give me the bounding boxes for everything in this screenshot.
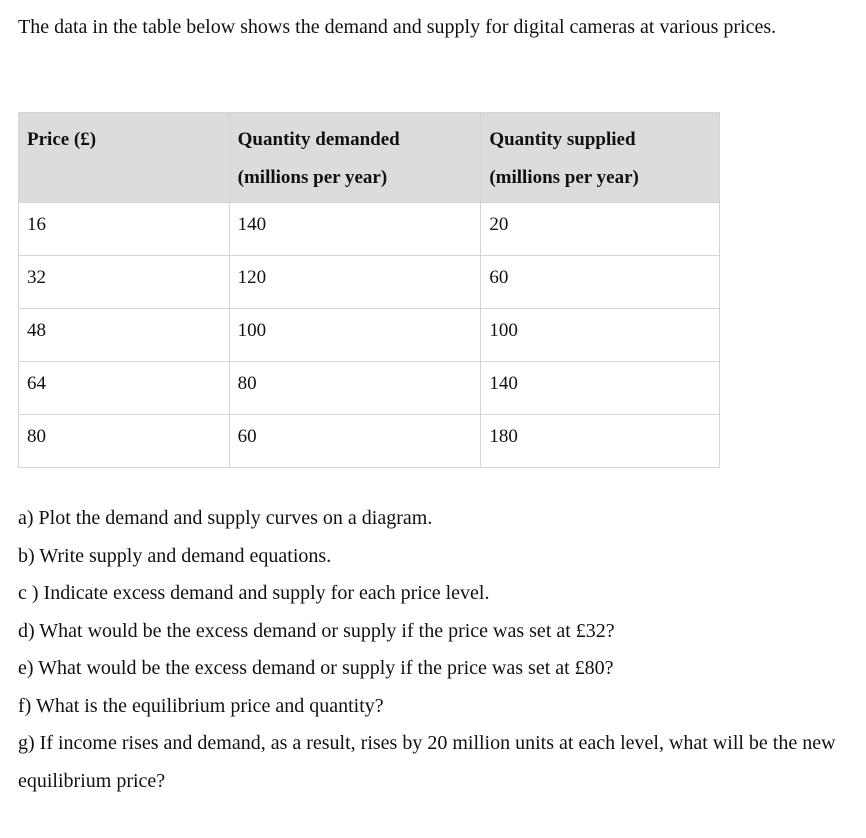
cell-supplied: 100 (481, 309, 720, 362)
cell-supplied: 20 (481, 203, 720, 256)
cell-price: 16 (19, 203, 230, 256)
header-supplied-line2: (millions per year) (489, 167, 639, 188)
header-price (19, 113, 230, 203)
table-row (19, 415, 720, 468)
cell-price: 48 (19, 309, 230, 362)
question-c: c ) Indicate excess demand and supply for each price level. (18, 582, 490, 604)
cell-demanded: 80 (229, 362, 481, 415)
question-d: d) What would be the excess demand or supply if the price was set at £32? (18, 619, 615, 642)
cell-price: 64 (19, 362, 230, 415)
question-b: b) Write supply and demand equations. (18, 544, 332, 567)
question-list (18, 500, 848, 800)
header-quantity-demanded (229, 113, 481, 203)
cell-supplied: 180 (481, 415, 720, 468)
header-supplied-line1: Quantity supplied (489, 129, 636, 150)
cell-demanded: 60 (229, 415, 481, 468)
header-demanded-line2: (millions per year) (237, 167, 388, 188)
header-price-label: Price (£) (27, 129, 97, 150)
question-g: g) If income rises and demand, as a result, rises by 20 million units at each level, what will be the new equilibrium price? (18, 732, 836, 792)
table-row (19, 362, 720, 415)
cell-demanded: 140 (229, 203, 481, 256)
intro-paragraph: The data in the table below shows the demand and supply for digital cameras at various prices. (18, 16, 777, 38)
cell-supplied: 60 (481, 256, 720, 309)
cell-price: 32 (19, 256, 230, 309)
question-f: f) What is the equilibrium price and quantity? (18, 694, 384, 717)
demand-supply-table (18, 112, 720, 468)
cell-demanded: 120 (229, 256, 481, 309)
header-demanded-line1: Quantity demanded (237, 129, 400, 150)
header-quantity-supplied (481, 113, 720, 203)
table-row (19, 256, 720, 309)
question-a: a) Plot the demand and supply curves on a diagram. (18, 507, 433, 529)
cell-supplied: 140 (481, 362, 720, 415)
cell-demanded: 100 (229, 309, 481, 362)
table-header-row (19, 113, 720, 203)
cell-price: 80 (19, 415, 230, 468)
table-row (19, 309, 720, 362)
table-row (19, 203, 720, 256)
question-e: e) What would be the excess demand or supply if the price was set at £80? (18, 657, 614, 679)
